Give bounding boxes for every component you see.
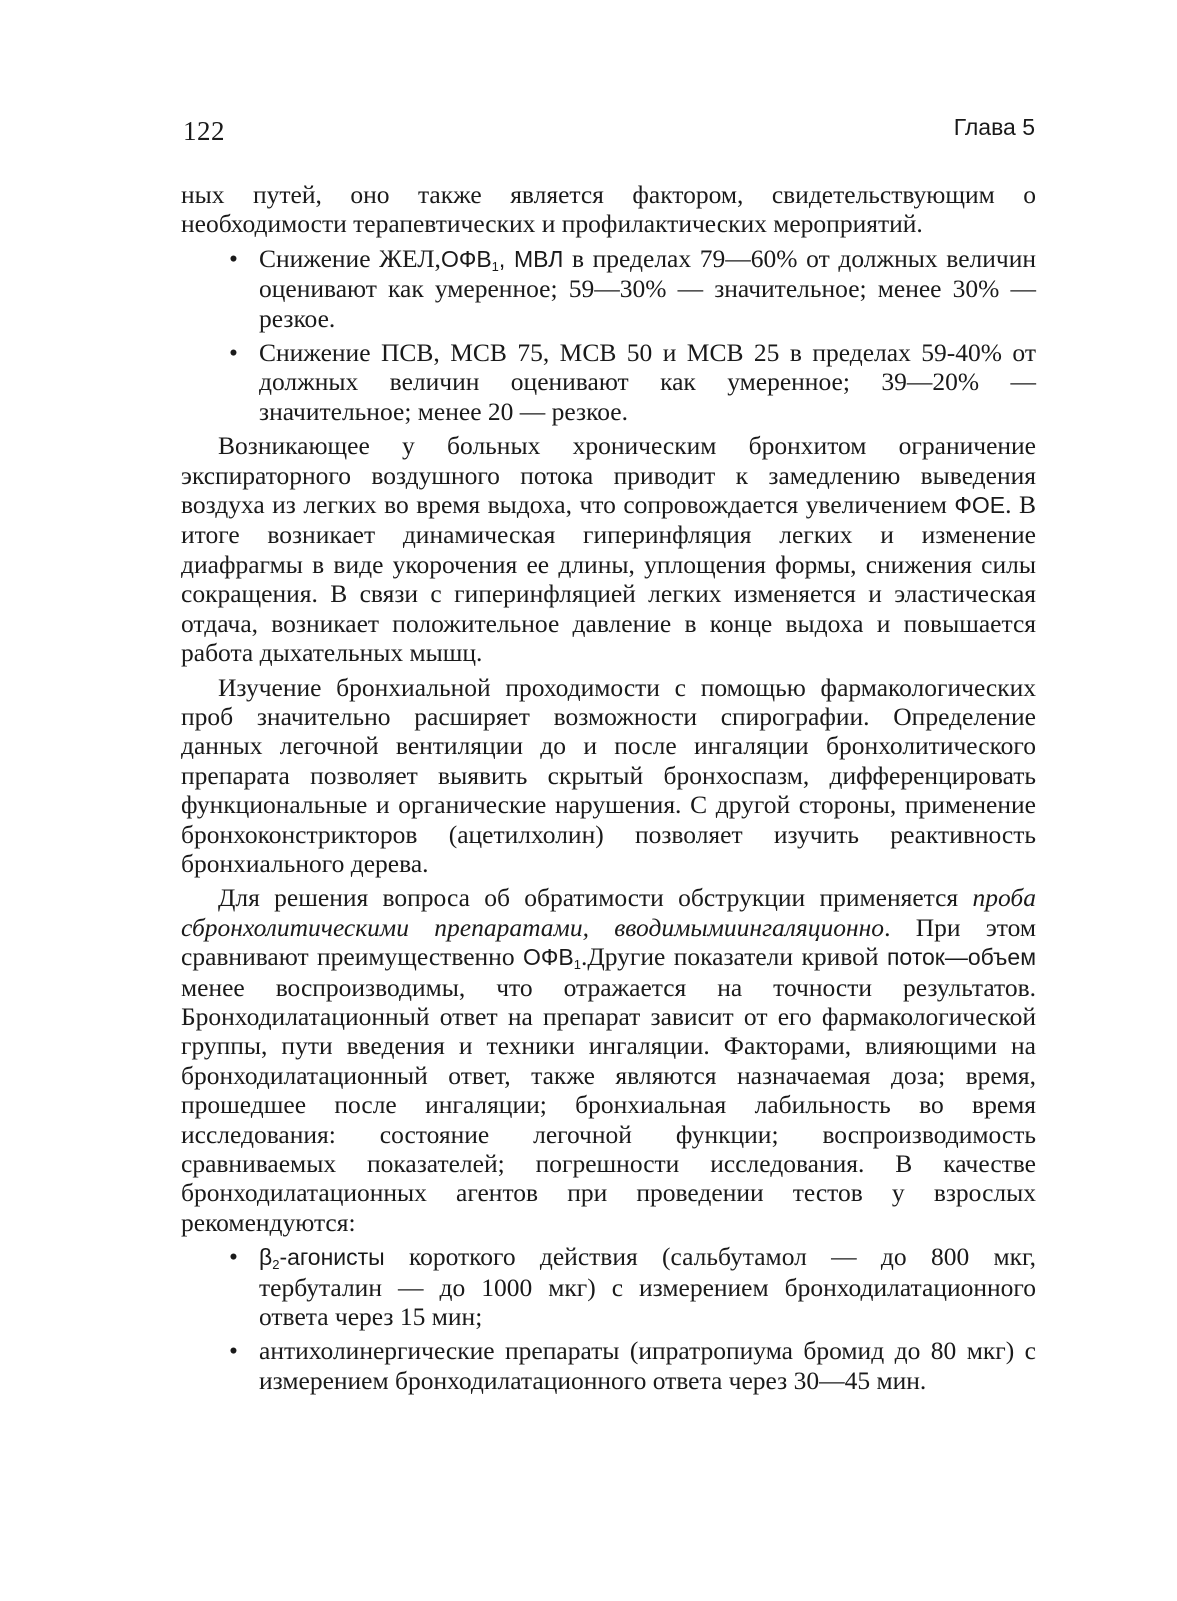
text-run: менее воспроизводимы, что отражается на точности результатов. Бронходилатационный ответ на препарат зависит от его фармакологической группы, пути введения и техники ингаляции. Факторами, влияющими на бронходилатационный ответ, также являются назначаемая доза; время, прошедшее после ингаляции; бронхиальная лабильность во время исследования: состояние легочной функции; воспроизводимость сравниваемых показателей; погрешности исследования. В качестве бронходилатационных агентов при проведении тестов у взрослых рекомендуются: <box>181 972 1036 1237</box>
list-item-text: антихолинергические препараты (ипратропиума бромид до 80 мкг) с измерением бронходилатационного ответа через 30—45 мин. <box>259 1336 1036 1395</box>
italic-term: проба сбронхолитическими препаратами, вводимымиингаляционно <box>181 883 1036 942</box>
abbr-text: β <box>259 1244 273 1271</box>
text-run: Для решения вопроса об обратимости обструкции применяется <box>218 883 973 913</box>
bullet-icon: • <box>229 243 238 273</box>
subscript: 2 <box>272 1257 280 1273</box>
list-item <box>181 333 1036 426</box>
term-beta-agonists <box>259 1244 385 1273</box>
page-number: 122 <box>183 116 225 146</box>
abbr-ofv <box>523 944 581 973</box>
subscript: 1 <box>573 957 581 973</box>
body-text <box>181 180 1036 1395</box>
text-run: . При этом сравнивают преимущественно <box>181 912 1036 972</box>
text-run: . В итоге возникает динамическая гиперинфляция легких и изменение диафрагмы в виде укорочения ее длины, уплощения формы, снижения силы сокращения. В связи с гиперинфляцией легких изменяется и эластическая отдача, возникает положительное давление в конце выдоха и повышается работа дыхательных мышц. <box>181 490 1036 668</box>
abbr-text: ОФВ <box>440 245 492 272</box>
text-run: .Другие показатели кривой <box>580 942 887 972</box>
paragraph <box>181 431 1036 667</box>
list-item <box>181 239 1036 333</box>
abbr-ofv <box>441 246 563 272</box>
list-item-text: Снижение ПСВ, МСВ 75, МСВ 50 и МСВ 25 в пределах 59-40% от должных величин оценивают как умеренное; 39—20% — значительное; менее 20 — резкое. <box>259 338 1036 426</box>
bullet-icon: • <box>229 338 238 368</box>
abbr-text: , МВЛ <box>498 245 564 272</box>
list-item-text <box>259 1242 1036 1331</box>
abbr-text: ОФВ <box>523 944 574 971</box>
text-run: в пределах 79—60% от должных величин оценивают как умеренное; 59—30% — значительное; менее 30% — резкое. <box>259 243 1036 333</box>
paragraph <box>181 883 1036 1237</box>
list-item <box>181 1331 1036 1395</box>
paragraph-continuation: ных путей, оно также является фактором, свидетельствующим о необходимости терапевтических и профилактических мероприятий. <box>181 180 1036 239</box>
term-flow-volume: поток—объем <box>886 944 1037 971</box>
list-item <box>181 1237 1036 1331</box>
bullet-list-agents <box>181 1237 1036 1395</box>
text-run: Возникающее у больных хроническим бронхитом ограничение экспираторного воздушного потока приводит к замедлению выведения воздуха из легких во время выдоха, что сопровождается увеличением <box>181 431 1036 520</box>
bullet-list-reduction <box>181 239 1036 426</box>
abbr-text: -агонисты <box>279 1244 385 1271</box>
subscript: 1 <box>491 258 499 274</box>
page-header <box>180 112 1035 152</box>
text-run: Снижение ЖЕЛ, <box>259 243 441 273</box>
bullet-icon: • <box>229 1336 238 1366</box>
text-run: короткого действия (сальбутамол — до 800 мкг, тербуталин — до 1000 мкг) с измерением бронходилатационного ответа через 15 мин; <box>259 1242 1036 1332</box>
list-item-text <box>259 244 1036 333</box>
bullet-icon: • <box>229 1242 238 1272</box>
abbr-foe: ФОЕ <box>954 492 1006 519</box>
paragraph: Изучение бронхиальной проходимости с помощью фармакологических проб значительно расширяет возможности спирографии. Определение данных легочной вентиляции до и после ингаляции бронхолитического препарата позволяет выявить скрытый бронхоспазм, дифференцировать функциональные и органические нарушения. С другой стороны, применение бронхоконстрикторов (ацетилхолин) позволяет изучить реактивность бронхиального дерева. <box>181 672 1036 878</box>
chapter-label: Глава 5 <box>953 114 1035 140</box>
